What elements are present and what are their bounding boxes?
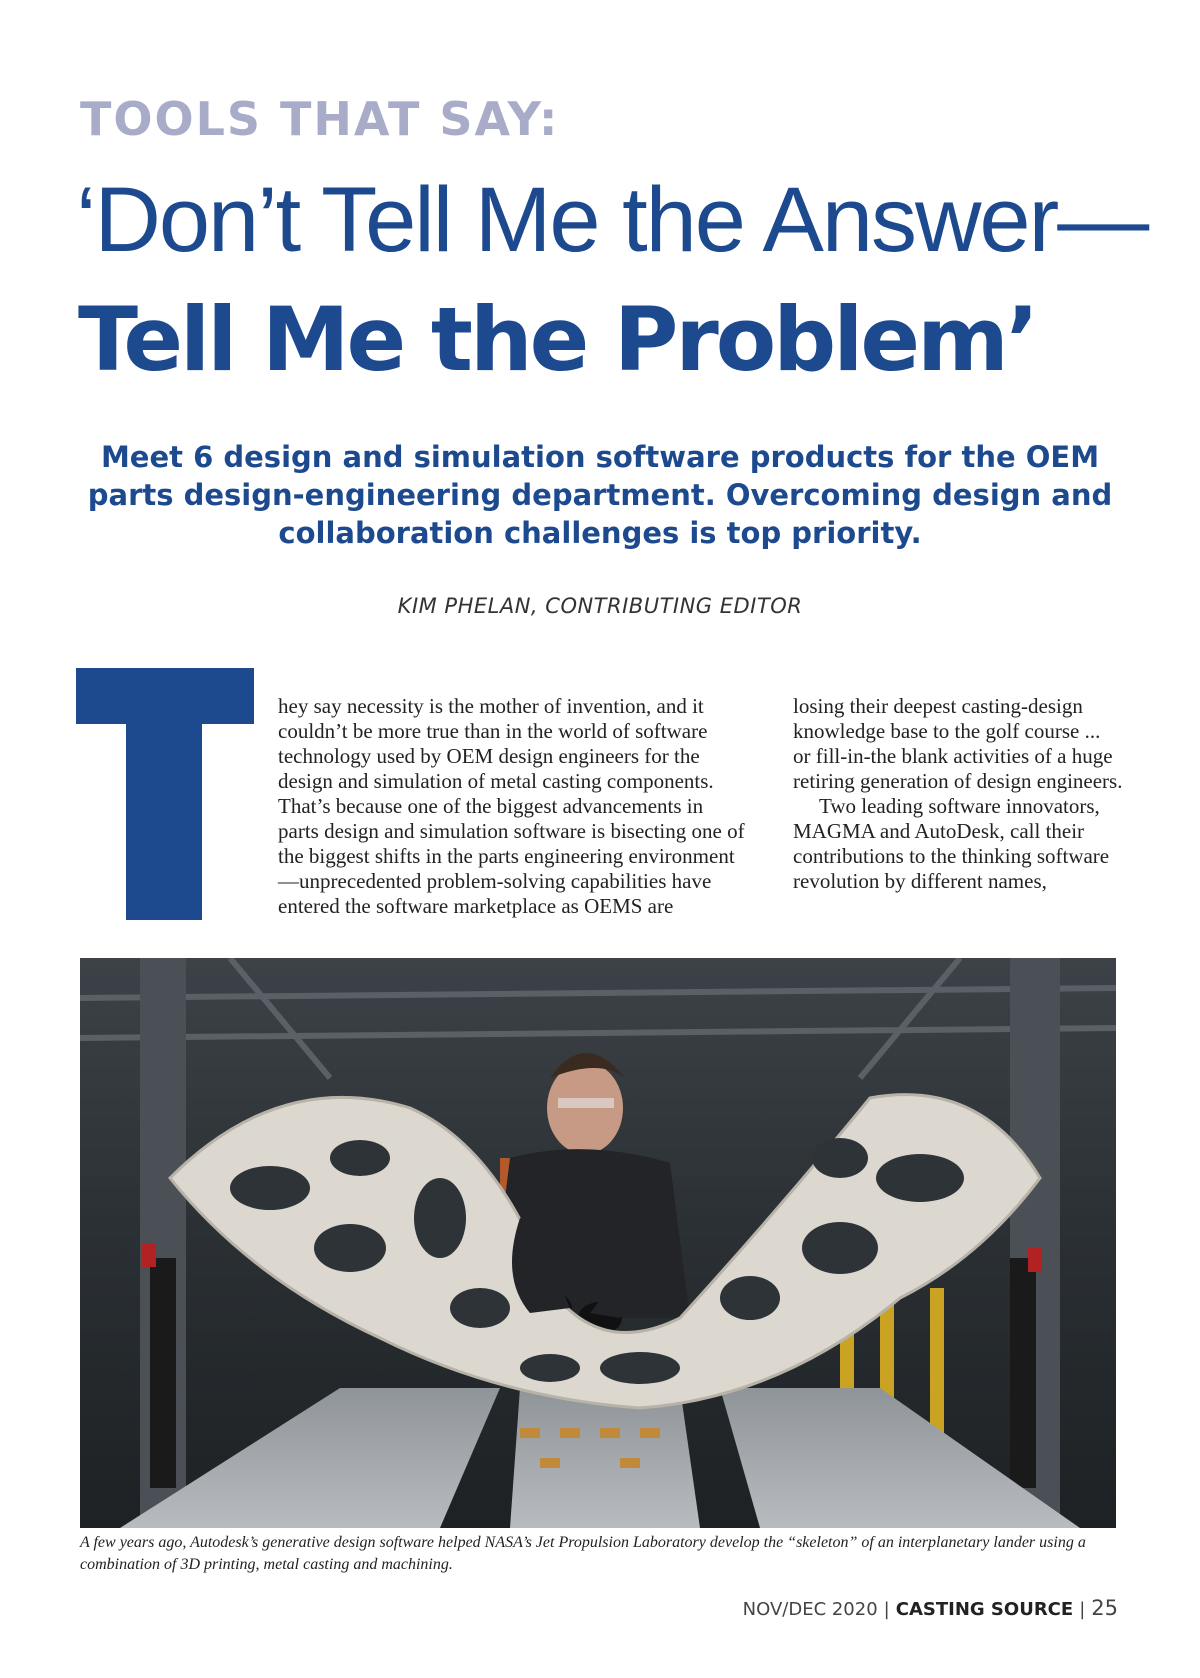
page-footer	[743, 1596, 1118, 1620]
body-paragraph: losing their deepest casting-design knowledge base to the golf course ... or fill-in-the blank activities of a huge retiring generation of design engineers.	[793, 694, 1123, 793]
headline-line-1: ‘Don’t Tell Me the Answer—	[76, 169, 1148, 271]
kicker: TOOLS THAT SAY:	[80, 92, 560, 146]
issue-date: NOV/DEC 2020	[742, 1599, 878, 1620]
magazine-name: CASTING SOURCE	[895, 1599, 1074, 1620]
article-photo	[80, 958, 1116, 1528]
body-column-2	[793, 694, 1123, 894]
body-column-1	[278, 694, 748, 919]
headline-line-2: Tell Me the Problem’	[78, 288, 1037, 391]
body-paragraph: hey say necessity is the mother of invention, and it couldn’t be more true than in the world of software technology used by OEM design engineers for the design and simulation of metal casting components. That’s because one of the biggest advancements in parts design and simulation software is bisecting one of the biggest shifts in the parts engineering environment—unprecedented problem-solving capabilities have entered the software marketplace as OEMS are	[278, 694, 745, 918]
photo-caption: A few years ago, Autodesk’s generative design software helped NASA’s Jet Propulsion Laboratory develop the “skeleton” of an interplanetary lander using a combination of 3D printing, metal casting and machining.	[80, 1534, 1086, 1573]
footer-separator: |	[883, 1599, 890, 1620]
page-number: 25	[1091, 1596, 1118, 1620]
body-paragraph: Two leading software innovators, MAGMA and AutoDesk, call their contributions to the thinking software revolution by different names,	[793, 794, 1110, 893]
byline: KIM PHELAN, CONTRIBUTING EDITOR	[397, 594, 803, 618]
footer-separator: |	[1079, 1599, 1086, 1620]
deck-subheading: Meet 6 design and simulation software products for the OEM parts design-engineering department. Overcoming design and collaboration challenges is top priority.	[87, 440, 1113, 550]
photo-illustration	[80, 958, 1116, 1528]
drop-cap-t	[76, 668, 254, 920]
